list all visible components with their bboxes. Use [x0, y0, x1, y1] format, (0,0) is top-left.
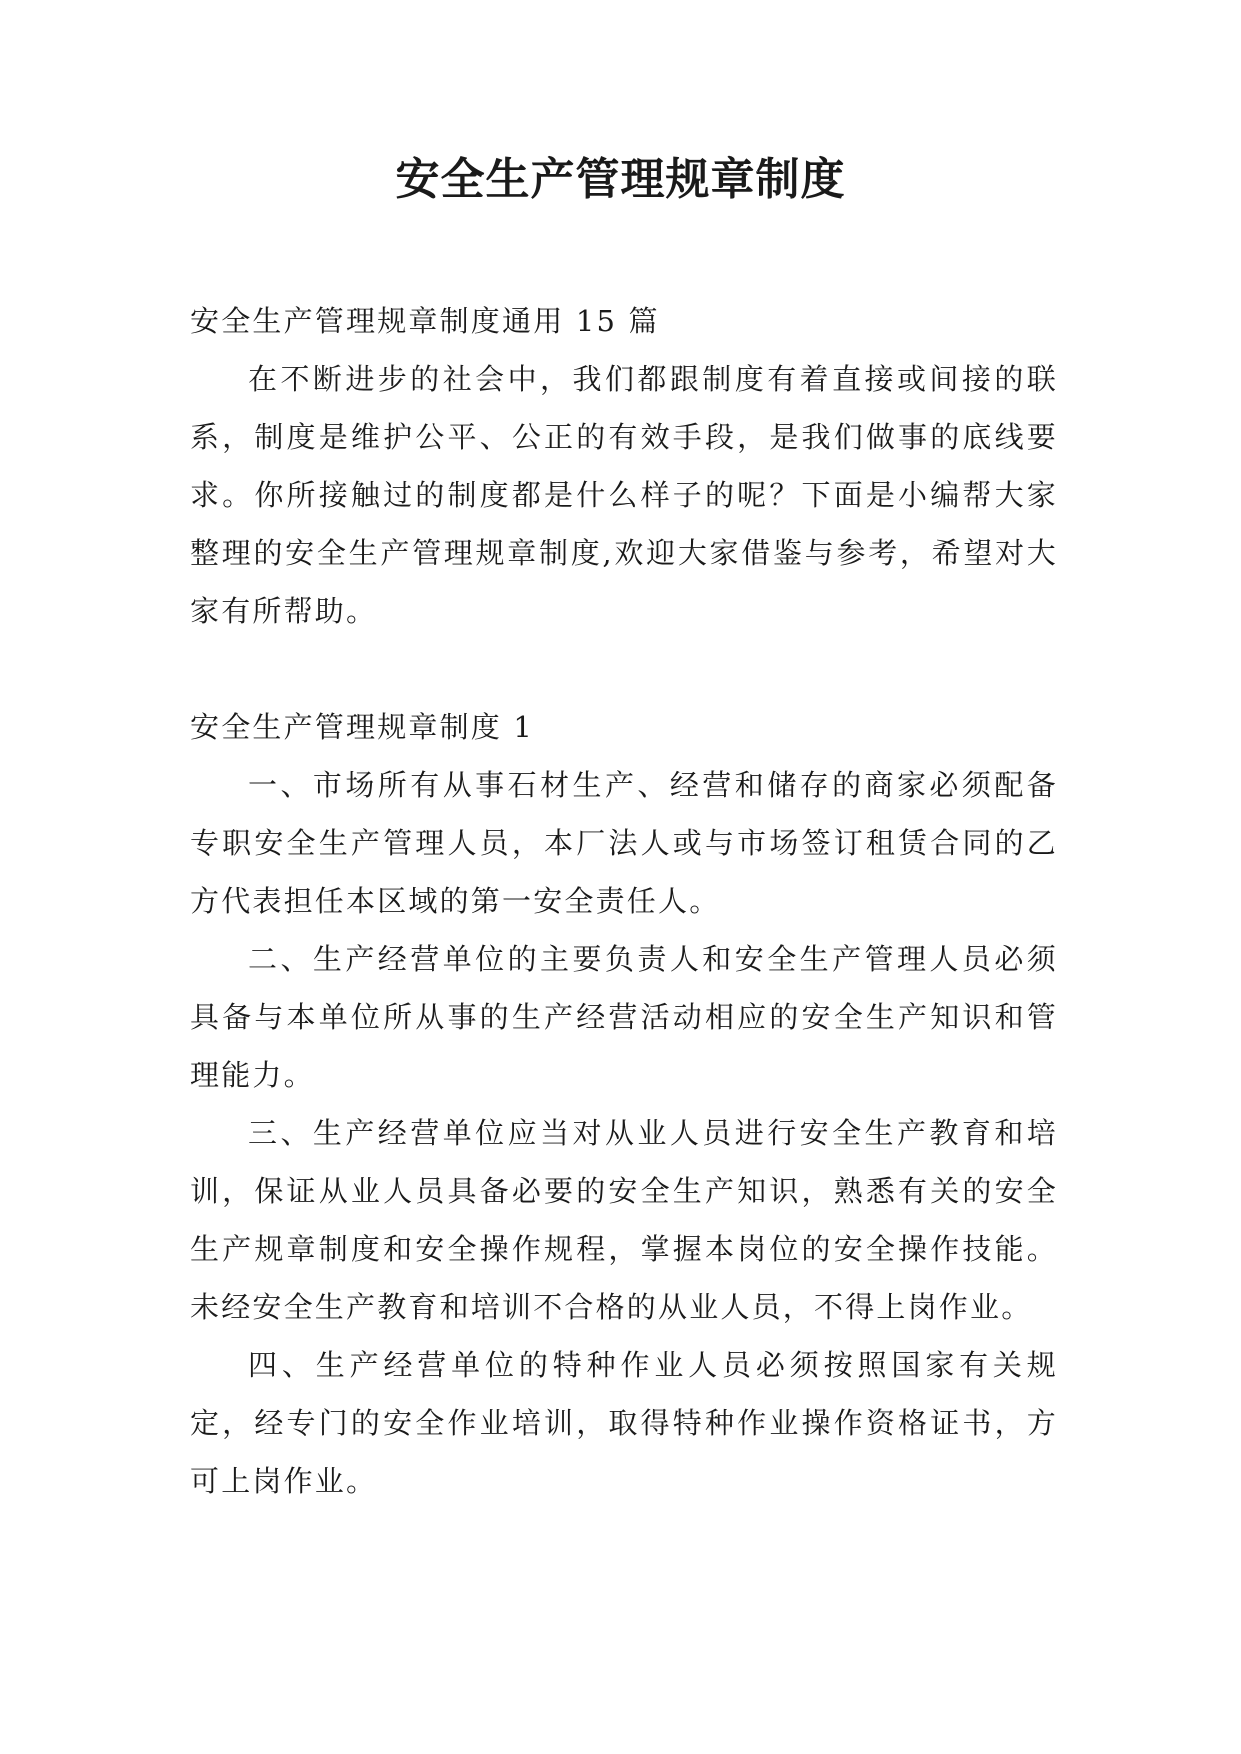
section-item-2: 二、生产经营单位的主要负责人和安全生产管理人员必须具备与本单位所从事的生产经营活动相应的安全生产知识和管理能力。: [190, 942, 1058, 1092]
document-subtitle: 安全生产管理规章制度通用 15 篇: [190, 304, 660, 338]
section-heading: 安全生产管理规章制度 1: [190, 710, 535, 744]
section-item-3: 三、生产经营单位应当对从业人员进行安全生产教育和培训，保证从业人员具备必要的安全生产知识，熟悉有关的安全生产规章制度和安全操作规程，掌握本岗位的安全操作技能。未经安全生产教育和培训不合格的从业人员，不得上岗作业。: [190, 1116, 1058, 1324]
section-item-1: 一、市场所有从事石材生产、经营和储存的商家必须配备专职安全生产管理人员，本厂法人或与市场签订租赁合同的乙方代表担任本区域的第一安全责任人。: [190, 768, 1058, 918]
section-item-4: 四、生产经营单位的特种作业人员必须按照国家有关规定，经专门的安全作业培训，取得特种作业操作资格证书，方可上岗作业。: [190, 1348, 1058, 1498]
page-title: 安全生产管理规章制度: [395, 154, 846, 205]
document-body: [190, 292, 1058, 1510]
paragraph-spacer: [190, 640, 1058, 698]
intro-paragraph: 在不断进步的社会中，我们都跟制度有着直接或间接的联系，制度是维护公平、公正的有效手段，是我们做事的底线要求。你所接触过的制度都是什么样子的呢？下面是小编帮大家整理的安全生产管理规章制度,欢迎大家借鉴与参考，希望对大家有所帮助。: [190, 362, 1058, 628]
